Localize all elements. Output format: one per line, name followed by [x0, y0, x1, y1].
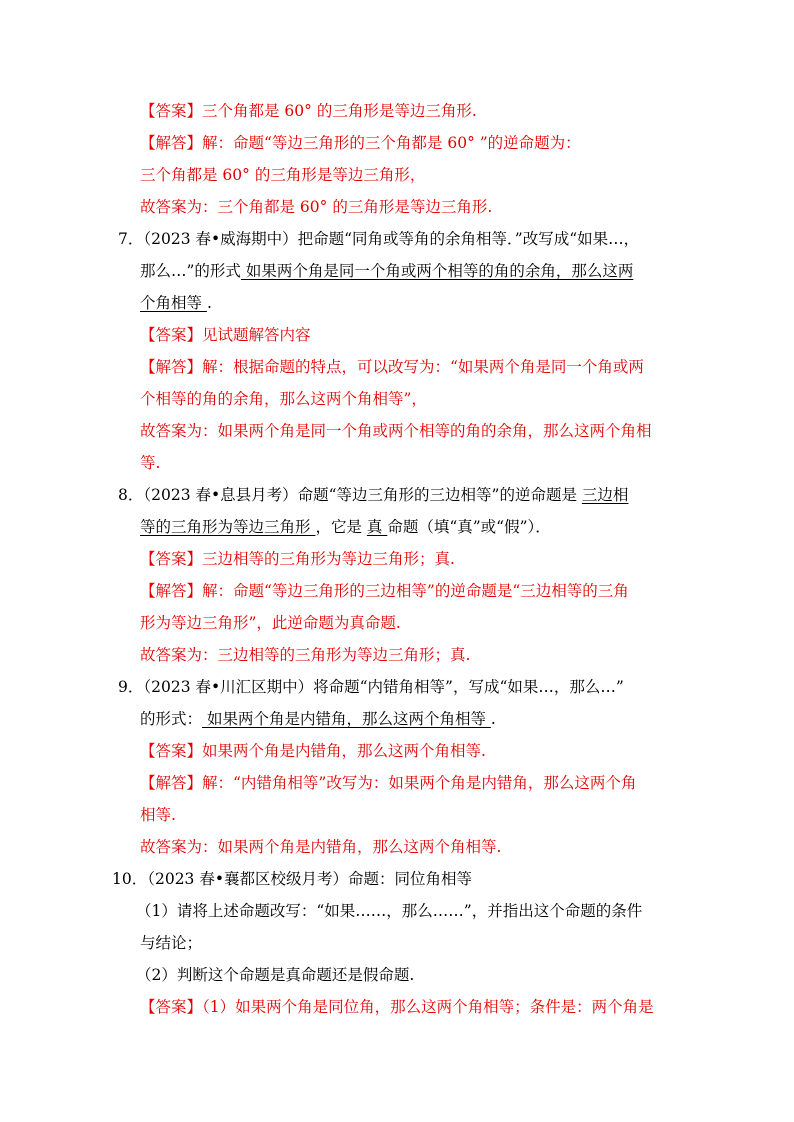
question-10-line: （1）请将上述命题改写：“如果……，那么……”，并指出这个命题的条件: [136, 902, 643, 920]
fill-blank-answer: 等的三角形为等边三角形: [140, 518, 316, 536]
answer-line: 【答案】三边相等的三角形为等边三角形；真.: [140, 550, 455, 568]
question-9-line: 9．（2023 春•川汇区期中）将命题“内错角相等”，写成“如果…，那么…”: [118, 678, 624, 696]
question-8-line: 8．（2023 春•息县月考）命题“等边三角形的三边相等”的逆命题是 三边相: [118, 486, 629, 504]
question-7-line: 个角相等 .: [140, 294, 212, 312]
fill-blank-answer: 三边相: [581, 486, 629, 504]
solution-line: 等.: [140, 454, 161, 472]
question-10-line: 10．（2023 春•襄都区校级月考）命题：同位角相等: [112, 870, 472, 888]
fill-blank-answer: 如果两个角是内错角，那么这两个角相等: [202, 710, 491, 728]
answer-line: 【答案】见试题解答内容: [140, 326, 311, 344]
solution-line: 【解答】解：命题“等边三角形的三边相等”的逆命题是“三边相等的三角: [140, 582, 629, 600]
question-7-line: 那么…”的形式 如果两个角是同一个角或两个相等的角的余角，那么这两: [140, 262, 634, 280]
solution-line: 故答案为：三边相等的三角形为等边三角形；真.: [140, 646, 471, 664]
question-7-line: 7．（2023 春•威海期中）把命题“同角或等角的余角相等．”改写成“如果…，: [118, 230, 640, 248]
fill-blank-answer: 真: [366, 518, 388, 536]
fill-blank-answer: 如果两个角是同一个角或两个相等的角的余角，那么这两: [240, 262, 634, 280]
answer-line: 【答案】（1）如果两个角是同位角，那么这两个角相等；条件是：两个角是: [140, 998, 654, 1016]
solution-line: 【解答】解：“内错角相等”改写为：如果两个角是内错角，那么这两个角: [140, 774, 637, 792]
answer-line: 【答案】三个角都是 60° 的三角形是等边三角形.: [140, 102, 477, 120]
answer-line: 【答案】如果两个角是内错角，那么这两个角相等.: [140, 742, 486, 760]
question-10-line: 与结论；: [140, 934, 203, 952]
solution-line: 个相等的角的余角，那么这两个角相等”，: [140, 390, 427, 408]
fill-blank-answer: 个角相等: [140, 294, 207, 312]
question-9-line: 的形式： 如果两个角是内错角，那么这两个角相等 .: [140, 710, 496, 728]
solution-line: 形为等边三角形”，此逆命题为真命题.: [140, 614, 401, 632]
solution-line: 【解答】解：根据命题的特点，可以改写为：“如果两个角是同一个角或两: [140, 358, 644, 376]
solution-line: 故答案为：如果两个角是同一个角或两个相等的角的余角，那么这两个角相: [140, 422, 652, 440]
solution-line: 相等.: [140, 806, 176, 824]
question-8-line: 等的三角形为等边三角形 ，它是 真 命题（填“真”或“假”）．: [140, 518, 551, 536]
solution-line: 故答案为：三个角都是 60° 的三角形是等边三角形.: [140, 198, 493, 216]
solution-line: 故答案为：如果两个角是内错角，那么这两个角相等.: [140, 838, 502, 856]
question-10-line: （2）判断这个命题是真命题还是假命题.: [136, 966, 415, 984]
solution-line: 【解答】解：命题“等边三角形的三个角都是 60° ”的逆命题为：: [140, 134, 581, 152]
solution-line: 三个角都是 60° 的三角形是等边三角形，: [140, 166, 426, 184]
